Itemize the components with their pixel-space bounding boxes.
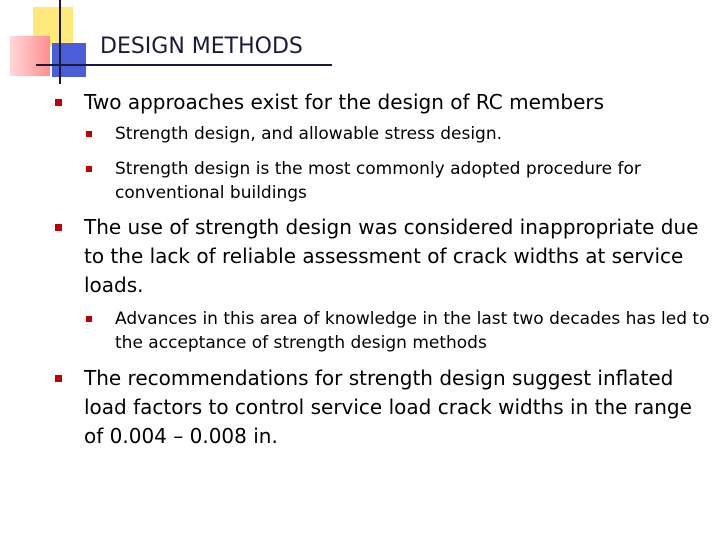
bullet-item <box>84 213 704 300</box>
sub-bullet-item <box>115 307 715 355</box>
square-bullet-icon <box>55 224 62 231</box>
sub-bullet-item <box>115 122 715 146</box>
square-bullet-icon <box>86 131 92 137</box>
sub-bullet-text: Strength design, and allowable stress design. <box>115 124 503 144</box>
decor-vertical-line <box>59 0 61 84</box>
bullet-text: The recommendations for strength design suggest inflated load factors to control service load crack widths in the range of 0.004 – 0.008 in. <box>84 366 692 448</box>
decor-pink-square <box>10 36 50 76</box>
slide-title: DESIGN METHODS <box>100 34 303 59</box>
sub-bullet-text: Advances in this area of knowledge in the last two decades has led to the acceptance of strength design methods <box>115 309 710 353</box>
bullet-item <box>84 88 704 117</box>
square-bullet-icon <box>86 166 92 172</box>
square-bullet-icon <box>55 375 62 382</box>
bullet-text: The use of strength design was considered inappropriate due to the lack of reliable assessment of crack widths at service loads. <box>84 215 699 297</box>
bullet-item <box>84 364 704 451</box>
title-underline <box>36 64 332 66</box>
sub-bullet-text: Strength design is the most commonly adopted procedure for conventional buildings <box>115 159 641 203</box>
bullet-text: Two approaches exist for the design of RC members <box>84 90 605 114</box>
square-bullet-icon <box>86 316 92 322</box>
sub-bullet-item <box>115 157 715 205</box>
square-bullet-icon <box>55 99 62 106</box>
decor-blue-square <box>52 43 86 77</box>
